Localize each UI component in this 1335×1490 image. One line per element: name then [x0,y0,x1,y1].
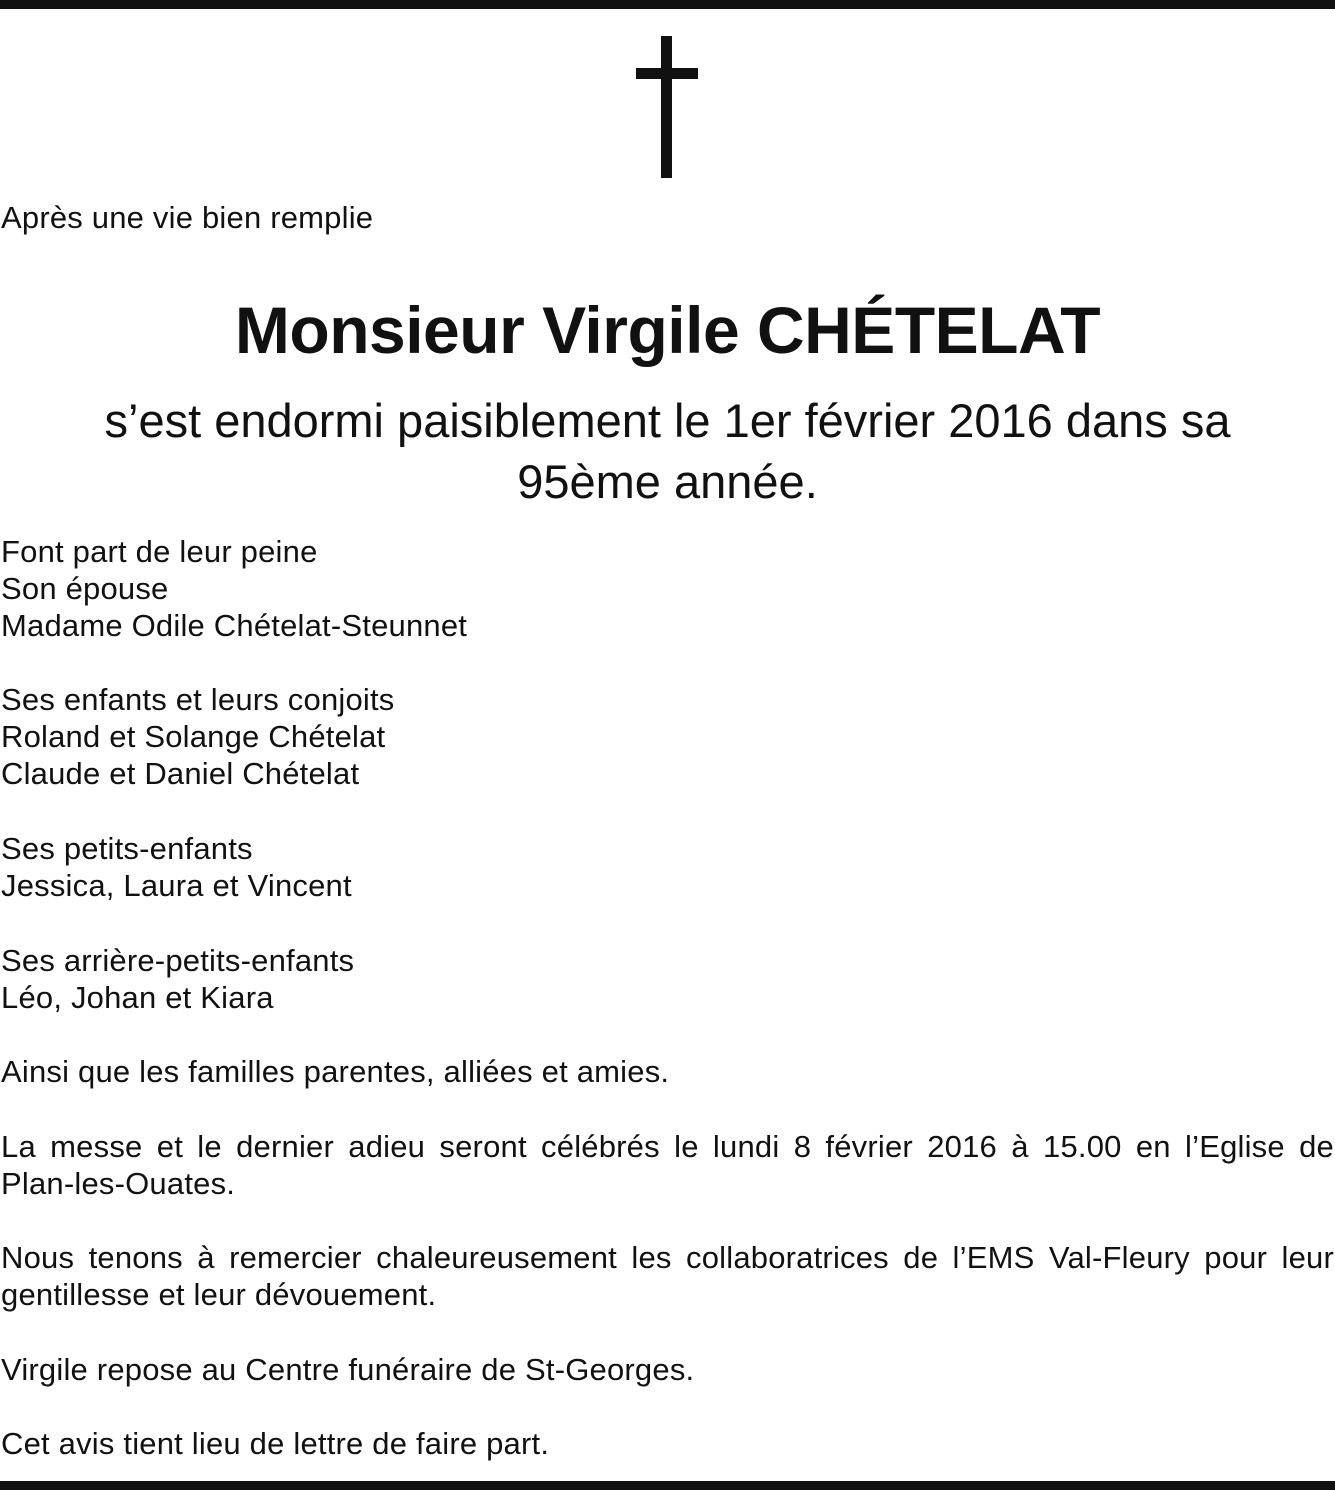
spouse-group [1,533,467,644]
grandchildren-group [1,830,352,904]
thanks-paragraph [1,1239,1334,1313]
death-statement-line-1: s’est endormi paisiblement le 1er février 2016 dans sa [104,394,1231,447]
closing-line: Cet avis tient lieu de lettre de faire part. [1,1426,550,1461]
ceremony-line-1: La messe et le dernier adieu seront célébrés le lundi 8 février 2016 à 15.00 en l’Eglise de [1,1129,1334,1164]
mourners-opening: Font part de leur peine [1,534,318,569]
death-statement [0,390,1335,512]
death-statement-line-2: 95ème année. [517,455,818,508]
ceremony-line-2: Plan-les-Ouates. [1,1166,236,1201]
thanks-line-2: gentillesse et leur dévouement. [1,1277,437,1312]
spouse-name: Madame Odile Chételat-Steunnet [1,608,468,643]
deceased-name: Monsieur Virgile CHÉTELAT [234,293,1101,367]
grandchildren-names: Jessica, Laura et Vincent [1,868,352,903]
children-group [1,681,395,792]
child-couple: Claude et Daniel Chételat [1,756,360,791]
bottom-border-rule [0,1481,1335,1490]
top-border-rule [0,0,1335,9]
child-couple: Roland et Solange Chételat [1,719,386,754]
intro-line: Après une vie bien remplie [1,200,374,235]
children-label: Ses enfants et leurs conjoits [1,682,395,717]
thanks-line-1: Nous tenons à remercier chaleureusement les collaboratrices de l’EMS Val-Fleury pour leur [1,1240,1334,1275]
great-grandchildren-names: Léo, Johan et Kiara [1,980,274,1015]
cross-icon [636,36,698,178]
spouse-label: Son épouse [1,571,169,606]
resting-place-line: Virgile repose au Centre funéraire de St-Georges. [1,1352,695,1387]
ceremony-paragraph [1,1128,1334,1202]
families-line: Ainsi que les familles parentes, alliées et amies. [1,1054,670,1089]
great-grandchildren-label: Ses arrière-petits-enfants [1,943,355,978]
grandchildren-label: Ses petits-enfants [1,831,253,866]
great-grandchildren-group [1,942,354,1016]
